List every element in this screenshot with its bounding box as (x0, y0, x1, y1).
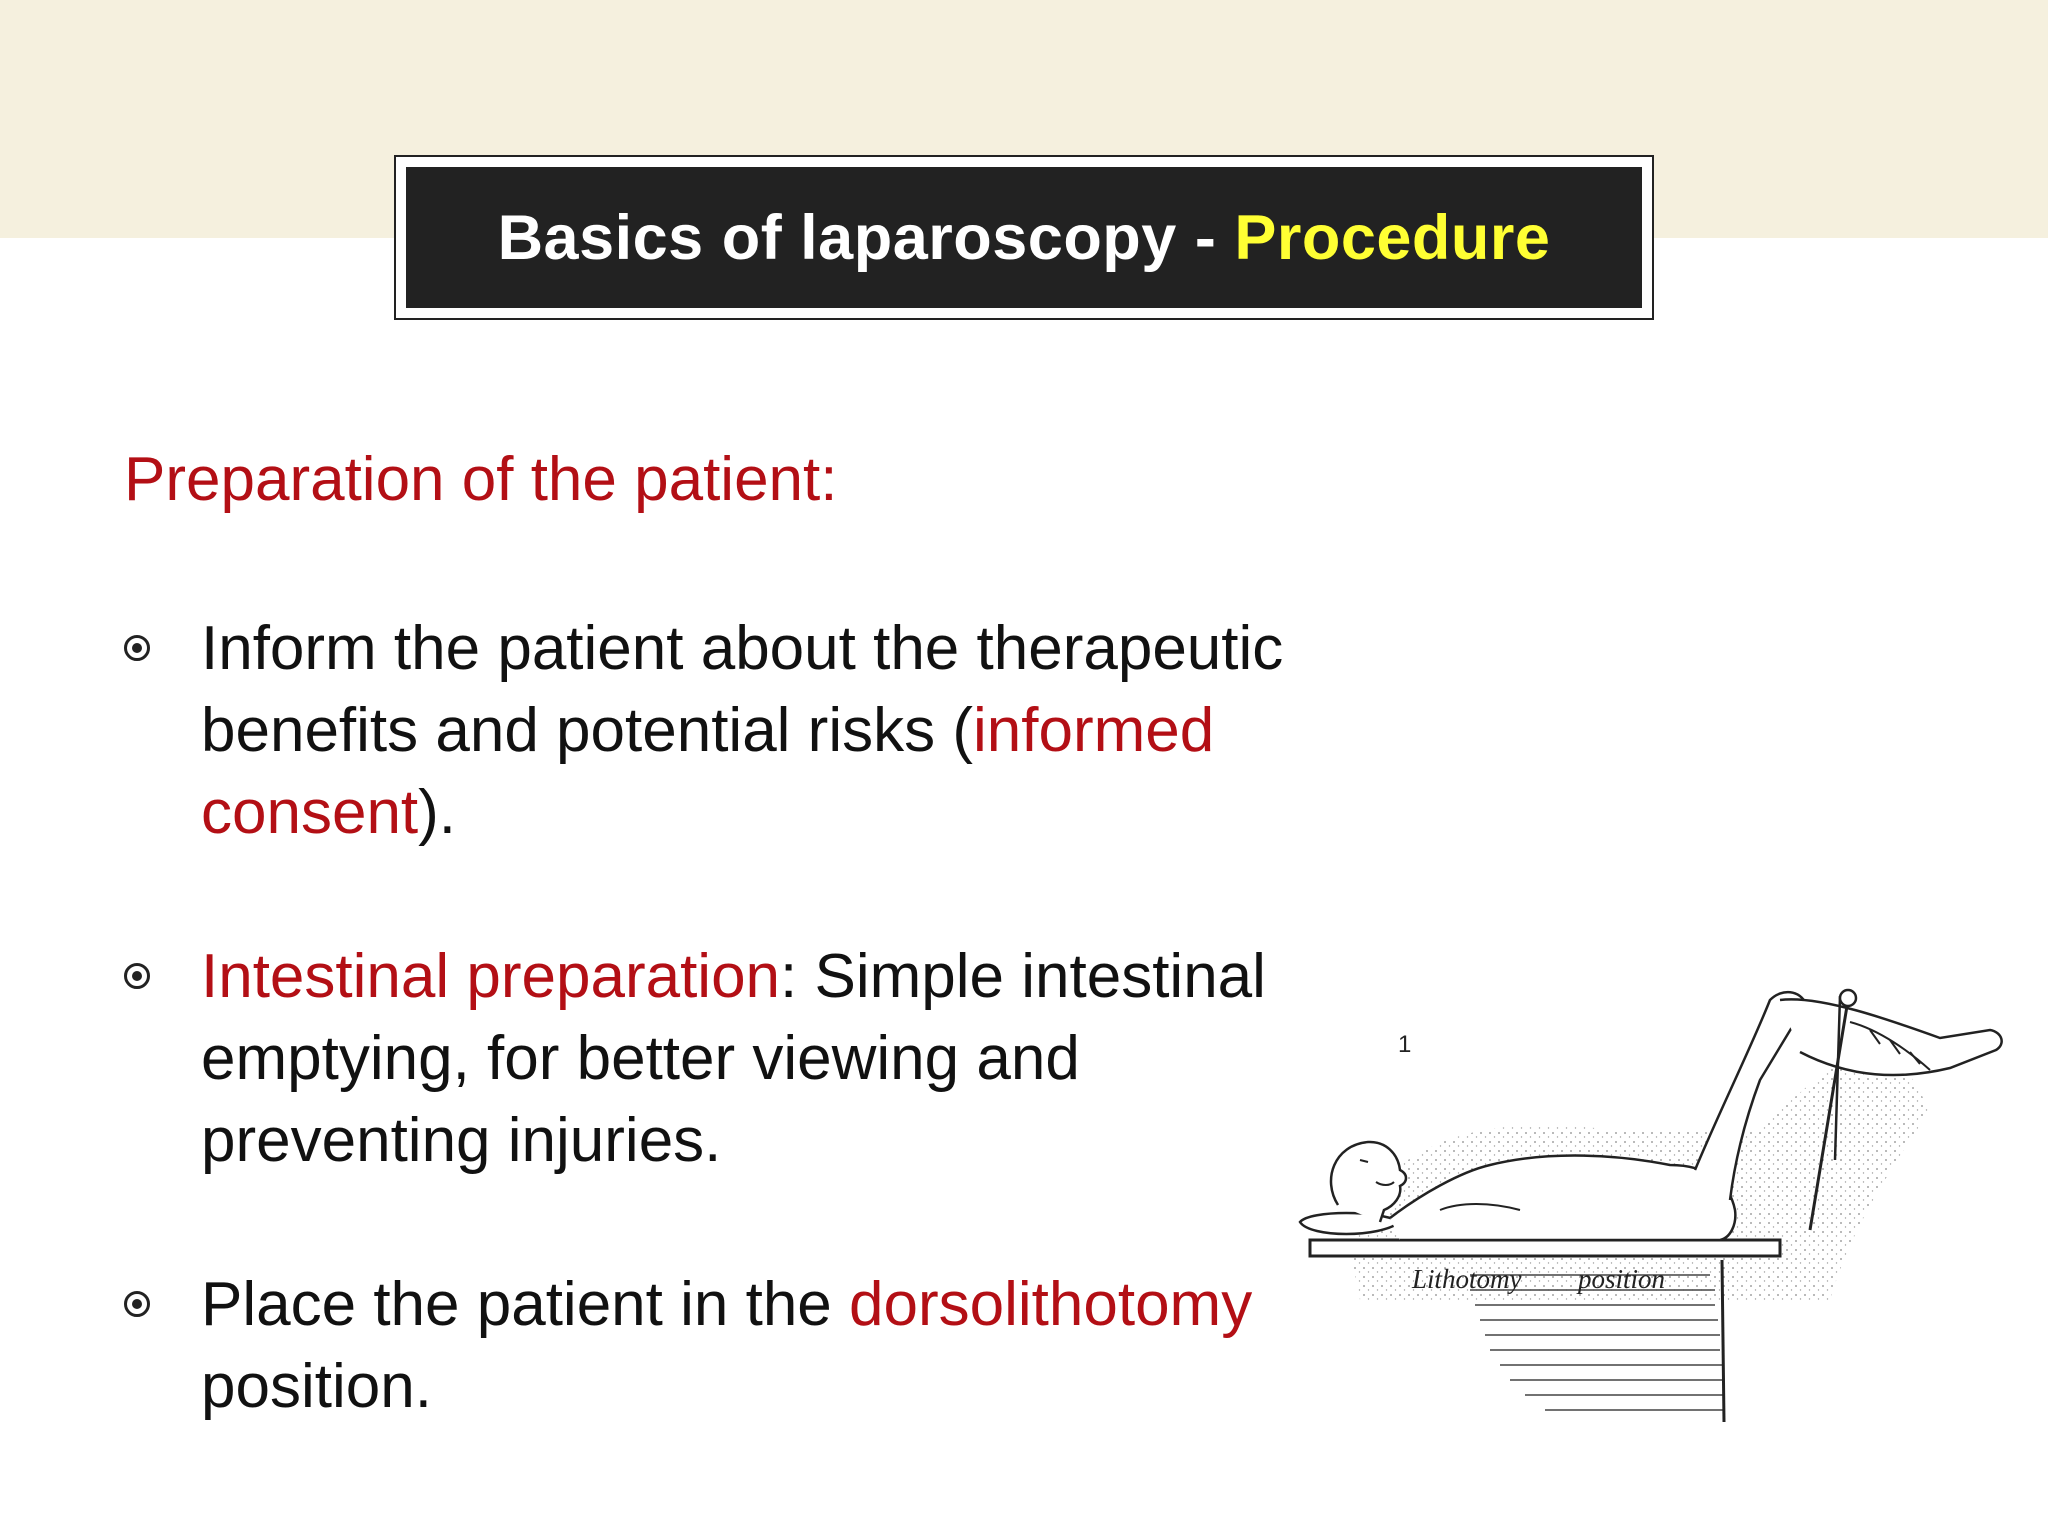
stirrup-joint (1840, 990, 1856, 1006)
bullet-highlight: informed consent (201, 696, 1215, 847)
title-frame (394, 155, 1654, 320)
patient-lower-leg (1780, 999, 2002, 1075)
bullet-text: ). (418, 778, 457, 847)
slide-title (498, 202, 1551, 274)
title-box (406, 167, 1642, 308)
bullet-highlight: dorsolithotomy (849, 1270, 1253, 1339)
operating-table (1310, 1240, 1780, 1256)
bullet-item-dorsolithotomy (124, 1264, 1374, 1428)
title-accent: Procedure (1234, 202, 1551, 273)
bullet-item-intestinal-preparation (124, 936, 1374, 1182)
bullet-list (124, 608, 1374, 1510)
lithotomy-position-illustration (1290, 960, 2030, 1430)
bullet-text: Place the patient in the (201, 1270, 850, 1339)
bullet-text: : Simple intestinal emptying, for better viewing and preventing injuries. (201, 942, 1266, 1175)
radio-bullet-icon (124, 635, 150, 661)
stand-edge (1722, 1260, 1724, 1422)
bullet-item-informed-consent (124, 608, 1374, 854)
bullet-text: Inform the patient about the therapeutic benefits and potential risks ( (201, 614, 1284, 765)
title-main: Basics of laparoscopy - (497, 202, 1235, 273)
bullet-highlight: Intestinal preparation (201, 942, 781, 1011)
bullet-text: position. (201, 1352, 432, 1421)
figure-number: 1 (1398, 1031, 1412, 1058)
caption-position: position (1578, 1264, 1666, 1294)
caption-lithotomy: Lithotomy (1412, 1264, 1522, 1294)
radio-bullet-icon (124, 1291, 150, 1317)
radio-bullet-icon (124, 963, 150, 989)
section-heading: Preparation of the patient: (124, 445, 838, 514)
